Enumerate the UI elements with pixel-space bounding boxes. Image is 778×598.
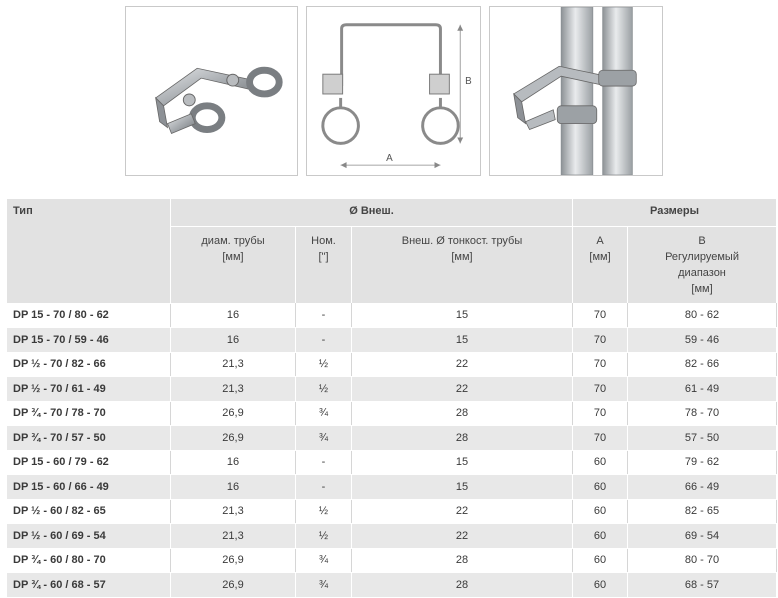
cell-dim-a: 70 xyxy=(573,352,628,377)
table-row xyxy=(7,303,777,328)
table-row xyxy=(7,401,777,426)
bracket-mounted-on-pipes-image[interactable] xyxy=(489,6,663,176)
header-thin-pipe-unit: [мм] xyxy=(451,251,473,263)
cell-thin-pipe: 28 xyxy=(352,573,573,598)
dimension-b-label: B xyxy=(465,76,472,88)
cell-dim-b: 69 - 54 xyxy=(628,524,777,549)
cell-thin-pipe: 15 xyxy=(352,475,573,500)
cell-nominal: ½ xyxy=(296,524,352,549)
cell-nominal: ¾ xyxy=(296,548,352,573)
cell-dim-a: 70 xyxy=(573,426,628,451)
cell-thin-pipe: 22 xyxy=(352,352,573,377)
cell-dim-a: 70 xyxy=(573,401,628,426)
table-row xyxy=(7,548,777,573)
cell-dim-a: 60 xyxy=(573,524,628,549)
product-images xyxy=(0,0,778,190)
header-outer-diameter: Ø Внеш. xyxy=(171,199,573,227)
cell-dim-b: 80 - 70 xyxy=(628,548,777,573)
cell-type: DP 15 - 70 / 80 - 62 xyxy=(7,303,171,328)
cell-thin-pipe: 22 xyxy=(352,499,573,524)
cell-pipe-diameter: 21,3 xyxy=(171,524,296,549)
table-row xyxy=(7,524,777,549)
cell-pipe-diameter: 26,9 xyxy=(171,548,296,573)
table-body xyxy=(7,303,777,597)
cell-dim-b: 66 - 49 xyxy=(628,475,777,500)
dimension-drawing-illustration xyxy=(307,7,480,175)
cell-dim-a: 60 xyxy=(573,573,628,598)
header-dim-b-unit: [мм] xyxy=(691,283,713,295)
cell-type: DP ½ - 70 / 61 - 49 xyxy=(7,377,171,402)
header-dim-a-unit: [мм] xyxy=(589,251,611,263)
cell-type: DP ½ - 70 / 82 - 66 xyxy=(7,352,171,377)
cell-pipe-diameter: 26,9 xyxy=(171,573,296,598)
cell-thin-pipe: 28 xyxy=(352,401,573,426)
table-row xyxy=(7,475,777,500)
cell-nominal: - xyxy=(296,303,352,328)
mounted-pipes-illustration xyxy=(490,7,662,175)
header-dim-b-desc-1: Регулируемый xyxy=(665,251,739,263)
cell-dim-b: 82 - 66 xyxy=(628,352,777,377)
cell-dim-a: 70 xyxy=(573,328,628,353)
table-header-row xyxy=(7,199,777,227)
cell-type: DP ½ - 60 / 82 - 65 xyxy=(7,499,171,524)
dimension-a-label: A xyxy=(386,153,393,165)
header-dim-a-label: A xyxy=(596,235,604,247)
cell-type: DP 15 - 70 / 59 - 46 xyxy=(7,328,171,353)
cell-dim-a: 70 xyxy=(573,303,628,328)
cell-type: DP 15 - 60 / 66 - 49 xyxy=(7,475,171,500)
cell-nominal: ½ xyxy=(296,377,352,402)
cell-dim-a: 60 xyxy=(573,475,628,500)
cell-type: DP ¾ - 70 / 57 - 50 xyxy=(7,426,171,451)
cell-thin-pipe: 15 xyxy=(352,450,573,475)
cell-dim-b: 79 - 62 xyxy=(628,450,777,475)
cell-thin-pipe: 28 xyxy=(352,548,573,573)
header-thin-pipe-label: Внеш. Ø тонкост. трубы xyxy=(401,235,523,247)
bracket-perspective-illustration xyxy=(126,7,297,175)
table-row xyxy=(7,426,777,451)
header-nominal-unit: ["] xyxy=(318,251,329,263)
cell-dim-b: 61 - 49 xyxy=(628,377,777,402)
cell-thin-pipe: 15 xyxy=(352,328,573,353)
cell-type: DP ¾ - 70 / 78 - 70 xyxy=(7,401,171,426)
cell-dim-b: 59 - 46 xyxy=(628,328,777,353)
cell-type: DP ¾ - 60 / 80 - 70 xyxy=(7,548,171,573)
cell-pipe-diameter: 16 xyxy=(171,450,296,475)
cell-pipe-diameter: 26,9 xyxy=(171,401,296,426)
cell-dim-b: 82 - 65 xyxy=(628,499,777,524)
cell-dim-a: 60 xyxy=(573,450,628,475)
header-type: Тип xyxy=(7,199,171,303)
cell-dim-b: 78 - 70 xyxy=(628,401,777,426)
cell-dim-b: 68 - 57 xyxy=(628,573,777,598)
header-dimensions: Размеры xyxy=(573,199,777,227)
cell-pipe-diameter: 16 xyxy=(171,328,296,353)
table-row xyxy=(7,377,777,402)
cell-nominal: - xyxy=(296,450,352,475)
cell-thin-pipe: 28 xyxy=(352,426,573,451)
cell-nominal: ½ xyxy=(296,499,352,524)
cell-pipe-diameter: 26,9 xyxy=(171,426,296,451)
cell-nominal: ¾ xyxy=(296,573,352,598)
cell-thin-pipe: 15 xyxy=(352,303,573,328)
cell-nominal: - xyxy=(296,328,352,353)
specification-table xyxy=(6,199,777,598)
cell-nominal: - xyxy=(296,475,352,500)
cell-nominal: ½ xyxy=(296,352,352,377)
bracket-dimension-drawing[interactable] xyxy=(306,6,481,176)
cell-pipe-diameter: 21,3 xyxy=(171,499,296,524)
header-dim-b-desc-2: диапазон xyxy=(678,267,726,279)
header-dim-b-label: B xyxy=(698,235,706,247)
cell-thin-pipe: 22 xyxy=(352,377,573,402)
header-dim-b xyxy=(628,227,777,304)
cell-nominal: ¾ xyxy=(296,401,352,426)
cell-type: DP ¾ - 60 / 68 - 57 xyxy=(7,573,171,598)
cell-thin-pipe: 22 xyxy=(352,524,573,549)
cell-nominal: ¾ xyxy=(296,426,352,451)
table-row xyxy=(7,328,777,353)
bracket-perspective-image[interactable] xyxy=(125,6,298,176)
cell-pipe-diameter: 21,3 xyxy=(171,352,296,377)
table-row xyxy=(7,499,777,524)
header-pipe-diameter xyxy=(171,227,296,304)
header-pipe-diameter-label: диам. трубы xyxy=(201,235,265,247)
cell-pipe-diameter: 21,3 xyxy=(171,377,296,402)
cell-dim-b: 80 - 62 xyxy=(628,303,777,328)
header-nominal xyxy=(296,227,352,304)
cell-dim-a: 60 xyxy=(573,548,628,573)
cell-dim-a: 70 xyxy=(573,377,628,402)
cell-type: DP ½ - 60 / 69 - 54 xyxy=(7,524,171,549)
cell-dim-b: 57 - 50 xyxy=(628,426,777,451)
header-nominal-label: Ном. xyxy=(311,235,336,247)
table-row xyxy=(7,352,777,377)
header-dim-a xyxy=(573,227,628,304)
cell-type: DP 15 - 60 / 79 - 62 xyxy=(7,450,171,475)
cell-pipe-diameter: 16 xyxy=(171,303,296,328)
table-row xyxy=(7,450,777,475)
header-thin-pipe xyxy=(352,227,573,304)
cell-pipe-diameter: 16 xyxy=(171,475,296,500)
header-pipe-diameter-unit: [мм] xyxy=(222,251,244,263)
table-row xyxy=(7,573,777,598)
cell-dim-a: 60 xyxy=(573,499,628,524)
